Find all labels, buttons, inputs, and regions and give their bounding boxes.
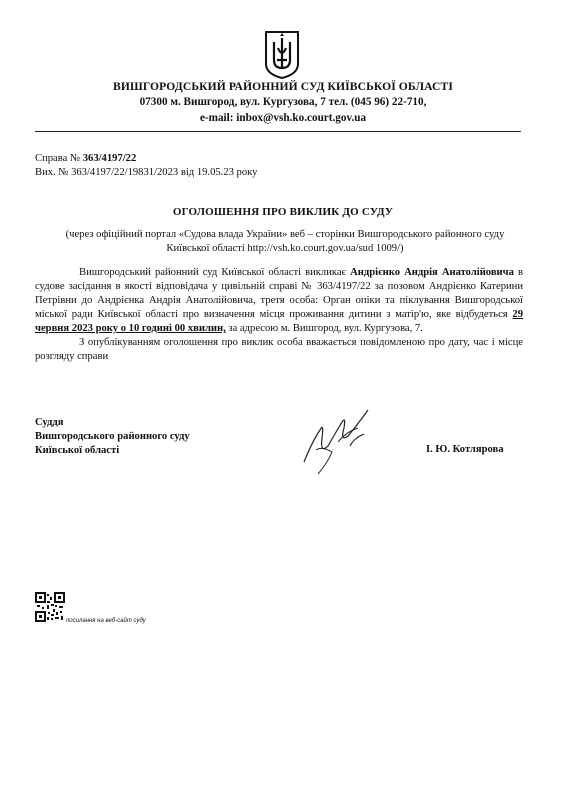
court-name: ВИШГОРОДСЬКИЙ РАЙОННИЙ СУД КИЇВСЬКОЇ ОБЛАСТІ [113,80,453,93]
case-number: 363/4197/22 [82,153,137,164]
case-label: Справа № [35,153,81,164]
court-email: e-mail: inbox@vsh.ko.court.gov.ua [199,112,367,124]
coat-of-arms-icon [264,30,300,80]
judge-court: Вишгородського районного суду [35,431,190,442]
hearing-date: 29 червня 2023 року о 10 годині 00 хвилин, [35,309,523,334]
portal-note-line2: Київської області http://vsh.ko.court.gov.ua/sud 1009/) [166,243,404,254]
court-address: 07300 м. Вишгород, вул. Кургузова, 7 тел. (045 96) 22-710, [139,96,427,108]
case-info [35,152,257,180]
case-number-line [35,152,257,166]
document-title: ОГОЛОШЕННЯ ПРО ВИКЛИК ДО СУДУ [172,206,394,218]
handwritten-signature [298,402,378,480]
paragraph-notice: З опублікуванням оголошення про виклик особа вважається повідомленою про дату, час і місце розгляду справи [35,337,523,362]
qr-caption: посилання на веб-сайт суду [66,618,146,624]
paragraph-summons [35,266,523,336]
text-span: Вишгородський районний суд Київської області викликає [79,267,351,278]
qr-code-icon[interactable] [35,592,65,622]
announcement-body [35,266,523,364]
judge-block [35,416,190,458]
header-divider [35,131,521,132]
text-span: за адресою м. Вишгород, вул. Кургузова, 7. [225,323,423,334]
text-span: в судове засідання в якості відповідача у цивільній справі № 363/4197/22 за позовом Андрієнко Катерини Петрівни до Андрієнка Андрія Анатолійовича, третя особа: Орган опіки та піклування Вишгородської міської ради Київської області про визначення місця проживання дитини з матір'ю, яке відбудеться [35,267,523,320]
judge-title: Суддя [35,417,64,428]
portal-note-line1: (через офіційний портал «Судова влада України» веб – сторінки Вишгородського районного суду [65,229,505,240]
judge-region: Київської області [35,445,120,456]
defendant-name: Андрієнко Андрія Анатолійовича [350,267,514,278]
judge-name: І. Ю. Котлярова [426,444,504,455]
outgoing-number: Вих. № 363/4197/22/19831/2023 від 19.05.23 року [35,167,258,178]
portal-note [30,228,540,256]
